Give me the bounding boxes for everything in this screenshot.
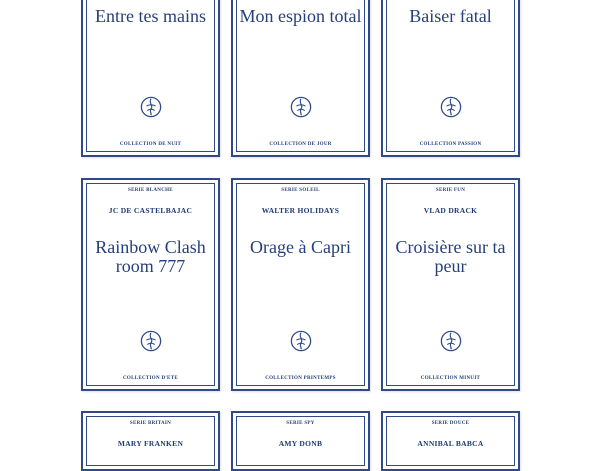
book-collection: COLLECTION D'ETE <box>123 376 178 381</box>
book-cover[interactable] <box>231 411 370 471</box>
publisher-emblem-icon <box>440 96 462 118</box>
book-cover[interactable] <box>381 0 520 157</box>
book-cover[interactable] <box>231 178 370 391</box>
publisher-emblem-icon <box>140 330 162 352</box>
book-title: Orage à Capri <box>250 237 351 257</box>
book-series: SERIE DOUCE <box>431 421 470 426</box>
book-author: AMY DONB <box>278 439 323 448</box>
publisher-emblem-icon <box>440 330 462 352</box>
book-cover[interactable] <box>381 411 520 471</box>
book-series: SERIE BLANCHE <box>128 188 173 193</box>
book-title: Baiser fatal <box>409 6 492 26</box>
book-series: SERIE FUN <box>435 188 466 193</box>
publisher-emblem-icon <box>140 96 162 118</box>
book-title: Croisière sur ta peur <box>395 237 506 276</box>
book-author: WALTER HOLIDAYS <box>261 206 340 215</box>
book-cover[interactable] <box>81 411 220 471</box>
book-collection: COLLECTION PASSION <box>419 142 482 147</box>
book-cover[interactable] <box>81 0 220 157</box>
book-cover[interactable] <box>231 0 370 157</box>
book-author: JC DE CASTELBAJAC <box>108 206 193 215</box>
book-series: SERIE BRITAIN <box>129 421 172 426</box>
book-collection: COLLECTION MINUIT <box>420 376 481 381</box>
book-collection: COLLECTION PRINTEMPS <box>265 376 336 381</box>
book-author: MARY FRANKEN <box>117 439 184 448</box>
book-series: SERIE SOLEIL <box>281 188 320 193</box>
book-title: Mon espion total <box>239 6 362 26</box>
book-collection: COLLECTION DE JOUR <box>269 142 332 147</box>
book-author: VLAD DRACK <box>423 206 478 215</box>
book-series: SERIE SPY <box>286 421 315 426</box>
publisher-emblem-icon <box>290 330 312 352</box>
publisher-emblem-icon <box>290 96 312 118</box>
book-cover[interactable] <box>381 178 520 391</box>
book-cover[interactable] <box>81 178 220 391</box>
book-collection: COLLECTION DE NUIT <box>119 142 182 147</box>
book-title: Entre tes mains <box>95 6 206 26</box>
book-author: ANNIBAL BABCA <box>417 439 484 448</box>
book-title: Rainbow Clash room 777 <box>95 237 206 276</box>
